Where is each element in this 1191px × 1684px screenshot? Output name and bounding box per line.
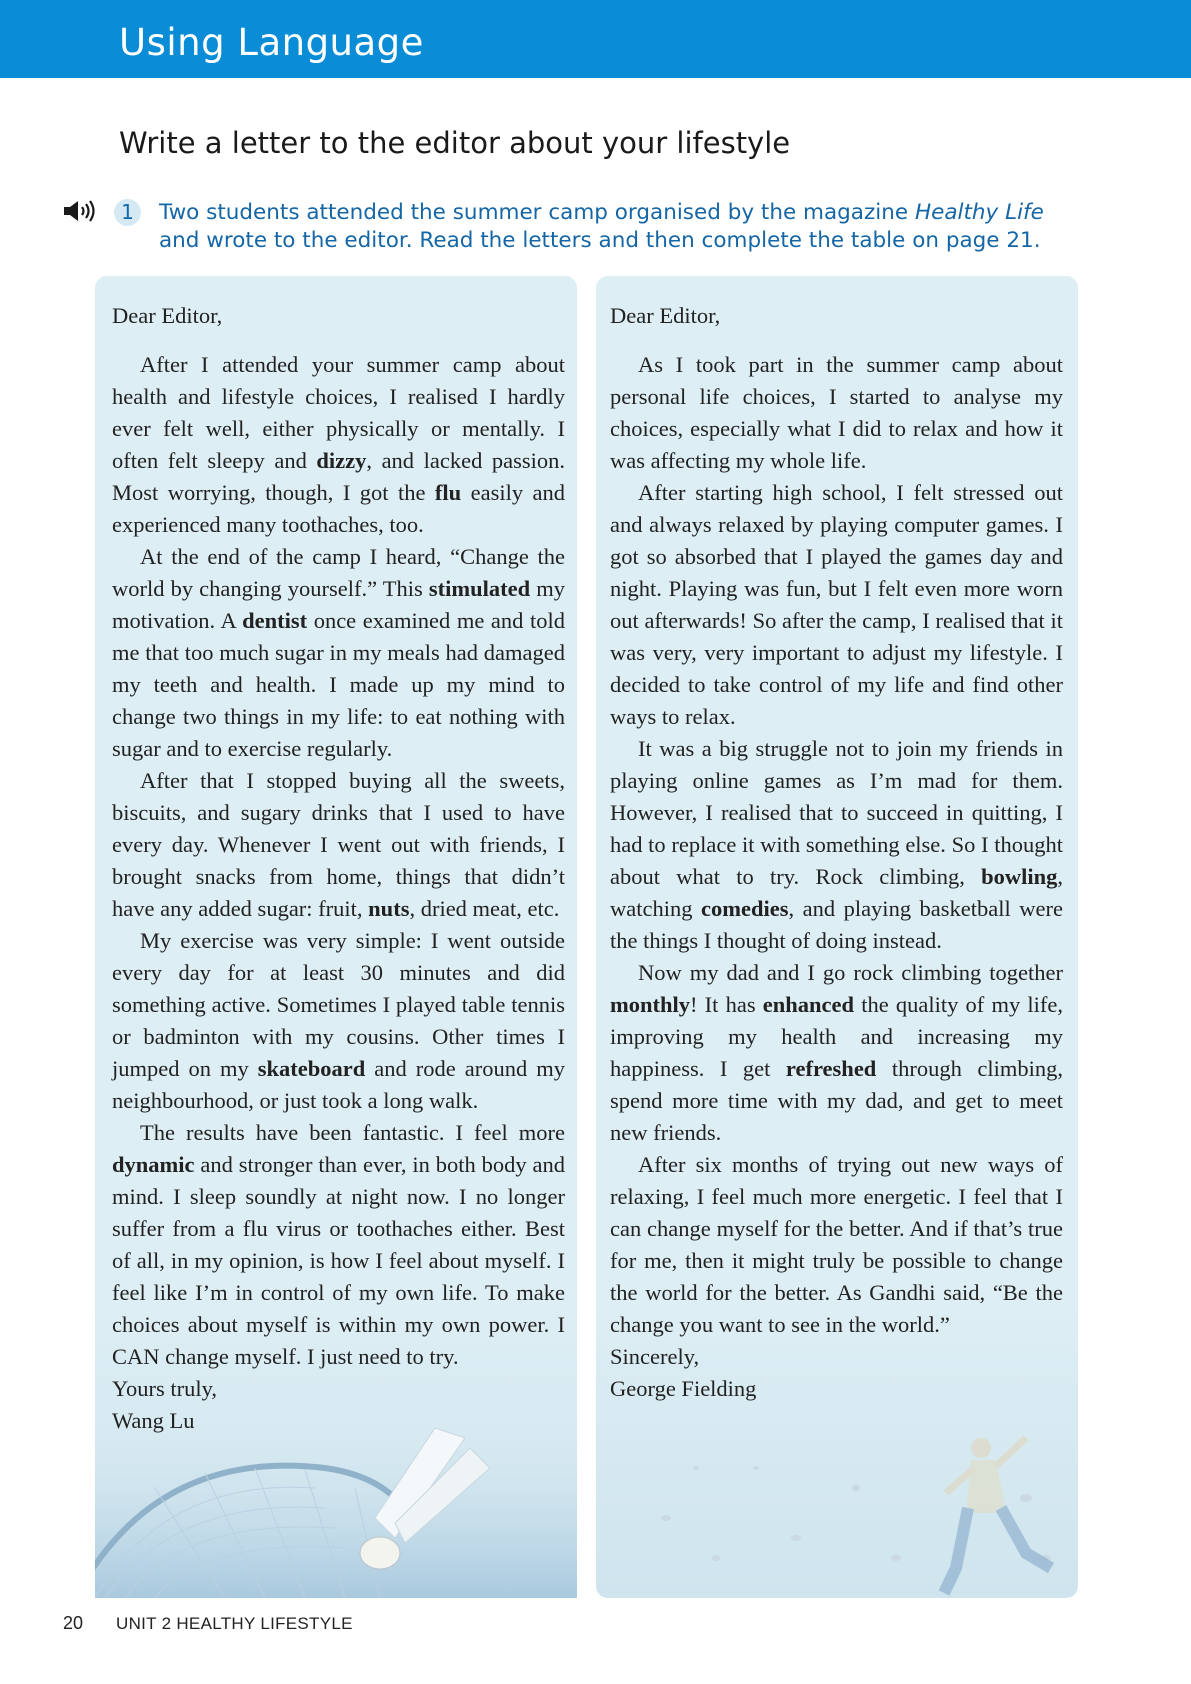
paragraph-text: my motivation. A xyxy=(112,576,565,633)
letter-salutation: Dear Editor, xyxy=(610,303,721,328)
letter-closing: Yours truly, xyxy=(112,1376,218,1401)
paragraph-text: Now my dad and I go rock climbing together xyxy=(638,960,1063,985)
paragraph-text: once examined me and told me that too much sugar in my meals had damaged my teeth and health. I made up my mind to change two things in my life: to eat nothing with sugar and to exercise regularly. xyxy=(112,608,565,761)
vocabulary-word: nuts xyxy=(368,896,410,921)
letter-paragraph xyxy=(112,349,565,541)
letter-paragraph xyxy=(610,733,1063,957)
letter-signature: Wang Lu xyxy=(112,1408,195,1433)
paragraph-text: the quality of my life, improving my health and increasing my happiness. I get xyxy=(610,992,1063,1081)
letter-paragraph xyxy=(112,925,565,1117)
letter-paragraph xyxy=(112,1117,565,1373)
unit-label: UNIT 2 HEALTHY LIFESTYLE xyxy=(116,1614,353,1633)
paragraph-text: , watching xyxy=(610,864,1063,921)
paragraph-text: through climbing, spend more time with my dad, and get to meet new friends. xyxy=(610,1056,1063,1145)
vocabulary-word: dizzy xyxy=(316,448,367,473)
vocabulary-word: enhanced xyxy=(762,992,855,1017)
page-number: 20 xyxy=(63,1613,84,1633)
exercise-number: 1 xyxy=(114,199,141,226)
rock-climber-illustration xyxy=(596,1408,1078,1598)
vocabulary-word: monthly xyxy=(610,992,691,1017)
paragraph-text: easily and experienced many toothaches, too. xyxy=(112,480,566,537)
paragraph-text: and rode around my neighbourhood, or just took a long walk. xyxy=(112,1056,565,1113)
letter-body xyxy=(610,300,1063,1405)
letter-paragraph xyxy=(610,957,1063,1149)
instruction-text-1: Two students attended the summer camp organised by the magazine xyxy=(159,200,915,225)
instruction-text-2: and wrote to the editor. Read the letters and then complete the table on page 21. xyxy=(159,228,1041,253)
paragraph-text: It was a big struggle not to join my friends in playing online games as I’m mad for them. However, I realised that to succeed in quitting, I had to replace it with something else. So I thought about what to try. Rock climbing, xyxy=(610,736,1063,889)
letter-paragraph xyxy=(610,477,1063,733)
exercise-instruction xyxy=(159,199,1079,255)
paragraph-text: and stronger than ever, in both body and mind. I sleep soundly at night now. I no longer suffer from a flu virus or toothaches either. Best of all, in my opinion, is how I feel about myself. I feel like I’m in control of my own life. To make choices about myself is within my own power. I CAN change myself. I just need to try. xyxy=(112,1152,565,1369)
vocabulary-word: bowling xyxy=(981,864,1058,889)
speaker-icon[interactable] xyxy=(63,199,97,223)
paragraph-text: The results have been fantastic. I feel more xyxy=(140,1120,565,1145)
letter-paragraph xyxy=(610,1149,1063,1341)
paragraph-text: , dried meat, etc. xyxy=(409,896,560,921)
vocabulary-word: comedies xyxy=(700,896,789,921)
letter-paragraph xyxy=(112,765,565,925)
paragraph-text: After that I stopped buying all the sweets, biscuits, and sugary drinks that I used to have every day. Whenever I went out with friends, I brought snacks from home, things that didn’t have any added sugar: fruit, xyxy=(112,768,565,921)
paragraph-text: , and playing basketball were the things I thought of doing instead. xyxy=(610,896,1063,953)
vocabulary-word: skateboard xyxy=(257,1056,366,1081)
letter-card-george-fielding xyxy=(596,276,1078,1598)
paragraph-text: As I took part in the summer camp about personal life choices, I started to analyse my choices, especially what I did to relax and how it was affecting my whole life. xyxy=(610,352,1063,473)
letter-paragraph xyxy=(112,541,565,765)
section-heading: Write a letter to the editor about your lifestyle xyxy=(119,126,791,160)
page-title: Using Language xyxy=(119,21,424,64)
letter-signature: George Fielding xyxy=(610,1376,757,1401)
paragraph-text: After six months of trying out new ways of relaxing, I feel much more energetic. I feel that I can change myself for the better. And if that’s true for me, then it might truly be possible to change the world for the better. As Gandhi said, “Be the change you want to see in the world.” xyxy=(610,1152,1063,1337)
vocabulary-word: flu xyxy=(434,480,462,505)
vocabulary-word: dentist xyxy=(242,608,308,633)
letter-card-wang-lu xyxy=(95,276,577,1598)
paragraph-text: , and lacked passion. Most worrying, though, I got the xyxy=(112,448,565,505)
paragraph-text: ! It has xyxy=(690,992,763,1017)
letter-body xyxy=(112,300,565,1437)
vocabulary-word: dynamic xyxy=(112,1152,195,1177)
vocabulary-word: refreshed xyxy=(785,1056,877,1081)
magazine-name: Healthy Life xyxy=(914,200,1044,225)
letter-closing: Sincerely, xyxy=(610,1344,700,1369)
paragraph-text: At the end of the camp I heard, “Change the world by changing yourself.” This xyxy=(112,544,565,601)
paragraph-text: After I attended your summer camp about health and lifestyle choices, I realised I hardly ever felt well, either physically or mentally. I often felt sleepy and xyxy=(112,352,565,473)
paragraph-text: My exercise was very simple: I went outside every day for at least 30 minutes and did something active. Sometimes I played table tennis or badminton with my cousins. Other times I jumped on my xyxy=(112,928,565,1081)
letter-salutation: Dear Editor, xyxy=(112,303,223,328)
letter-paragraph xyxy=(610,349,1063,477)
paragraph-text: After starting high school, I felt stressed out and always relaxed by playing computer games. I got so absorbed that I played the games day and night. Playing was fun, but I felt even more worn out afterwards! So after the camp, I realised that it was very, very important to adjust my lifestyle. I decided to take control of my life and find other ways to relax. xyxy=(610,480,1063,729)
vocabulary-word: stimulated xyxy=(428,576,531,601)
